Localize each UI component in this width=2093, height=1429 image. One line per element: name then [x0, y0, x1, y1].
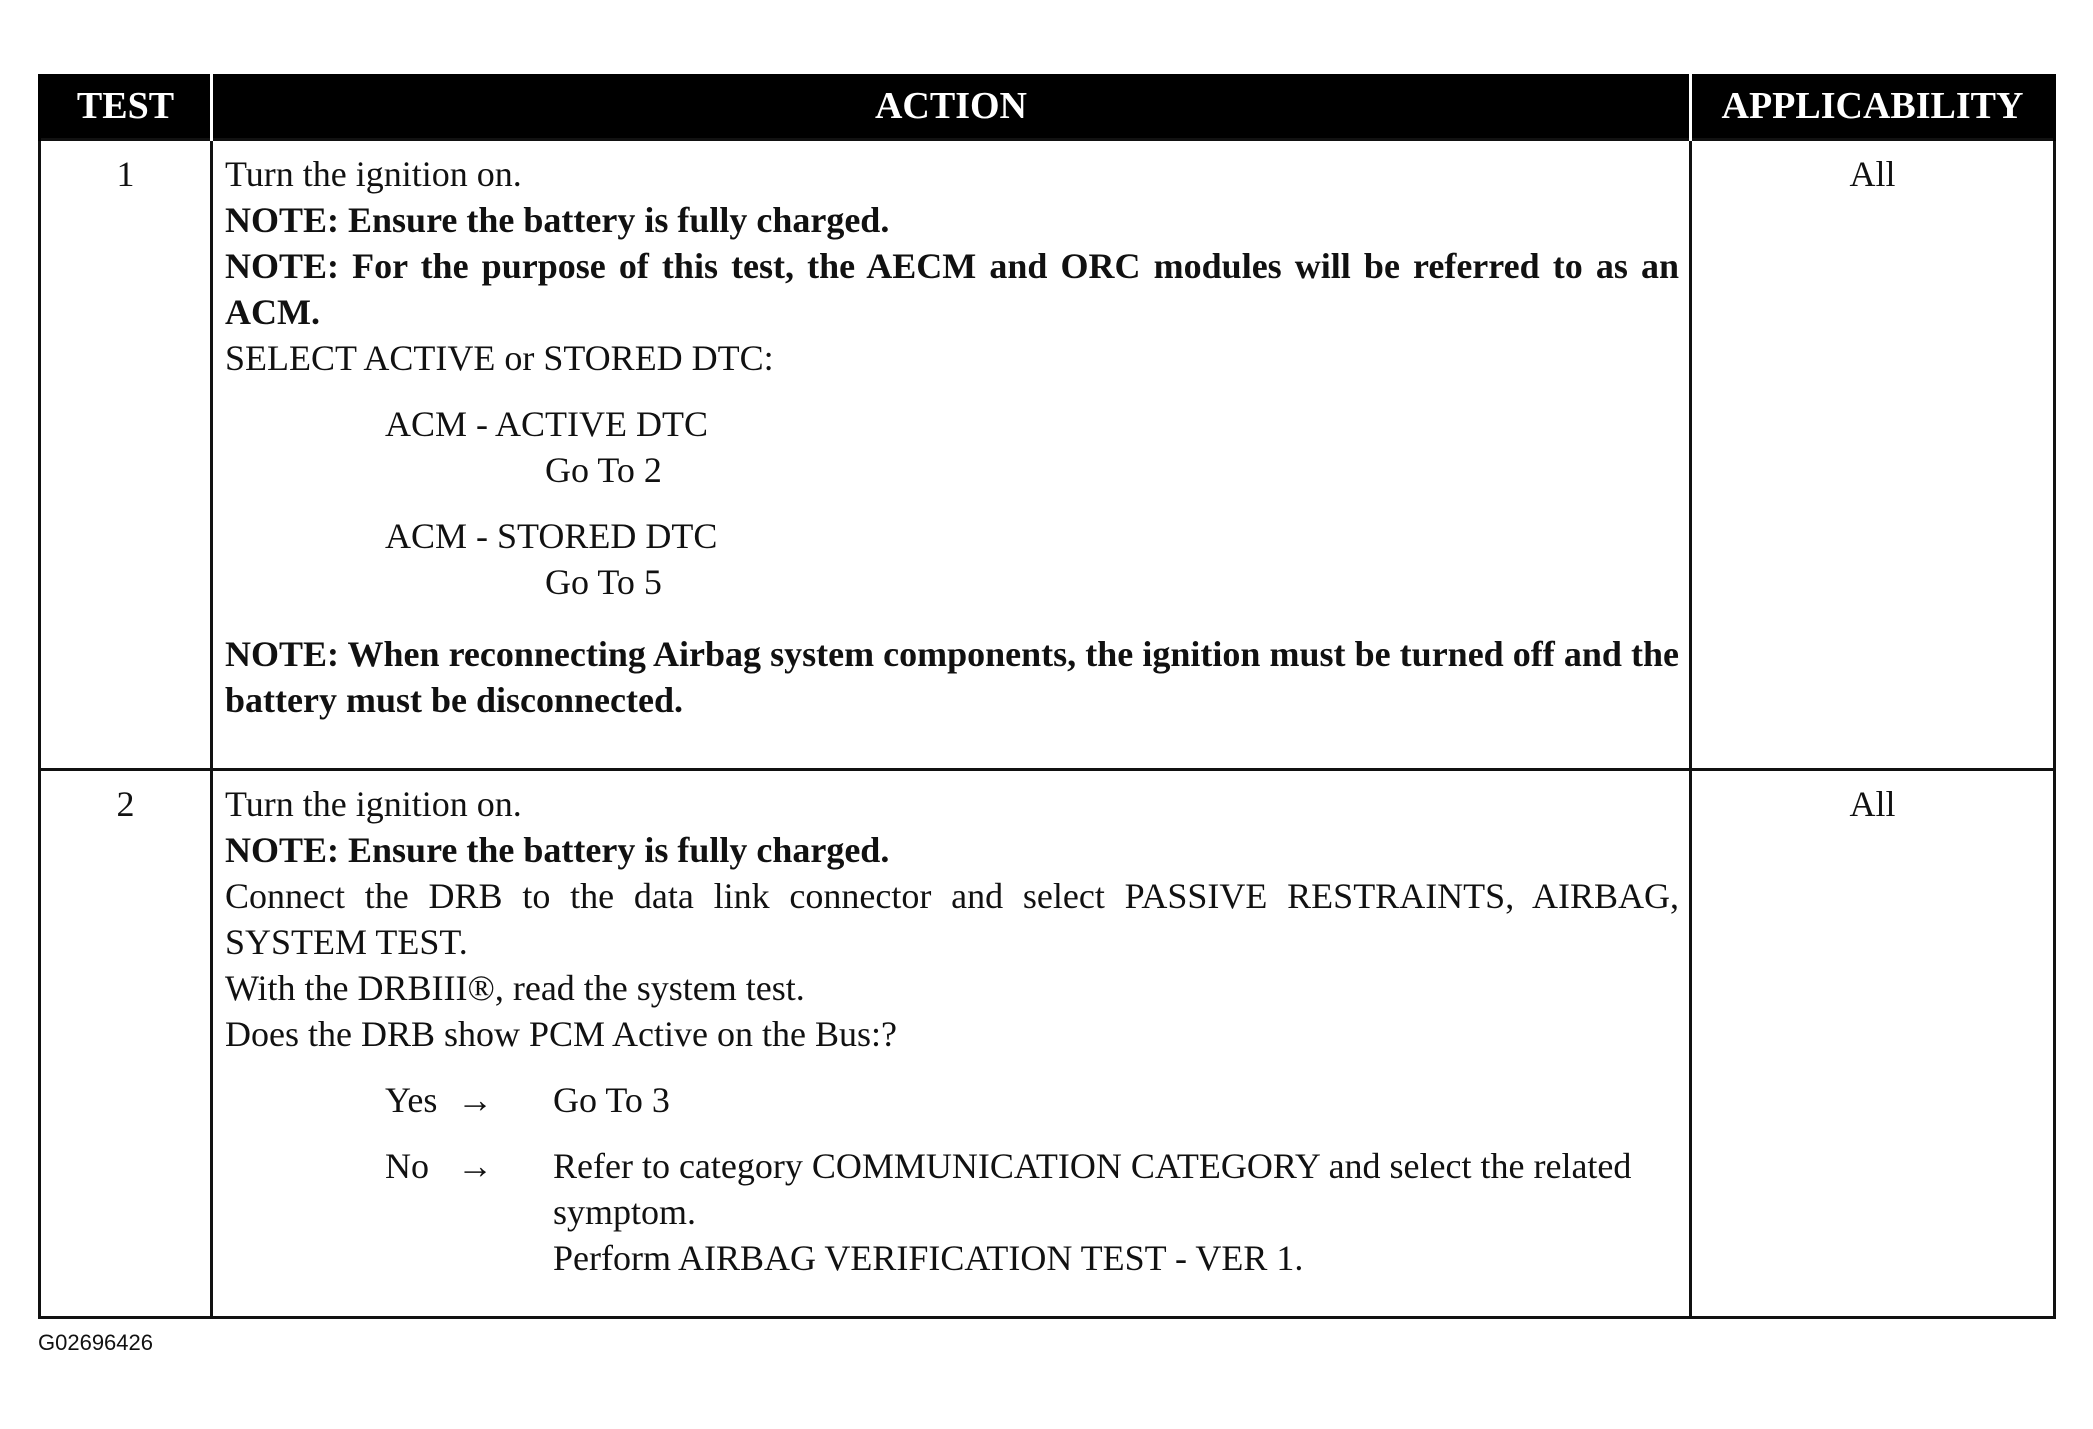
answer-no: No	[385, 1146, 429, 1186]
header-test: TEST	[40, 74, 212, 140]
diagnostic-test-table-container	[38, 74, 2053, 1319]
arrow-right-icon: →	[457, 1080, 493, 1120]
dtc-option	[385, 513, 1679, 605]
action-cell	[212, 770, 1691, 1318]
answer-yes: Yes	[385, 1080, 438, 1120]
dtc-option	[385, 401, 1679, 493]
goto-step: Go To 5	[545, 562, 662, 602]
header-action: ACTION	[212, 74, 1691, 140]
no-branch-text: Perform AIRBAG VERIFICATION TEST - VER 1.	[553, 1238, 1304, 1278]
goto-step: Go To 2	[545, 450, 662, 490]
goto-step: Go To 3	[553, 1080, 670, 1120]
action-note: NOTE: Ensure the battery is fully charged.	[225, 200, 890, 240]
test-number: 1	[40, 140, 212, 770]
action-note: NOTE: When reconnecting Airbag system components, the ignition must be turned off and the battery must be disconnected.	[225, 634, 1679, 720]
arrow-right-icon: →	[457, 1146, 493, 1186]
applicability-value: All	[1691, 770, 2055, 1318]
header-applicability: APPLICABILITY	[1691, 74, 2055, 140]
yes-branch	[385, 1077, 1679, 1123]
no-branch-text: Refer to category COMMUNICATION CATEGORY and select the related symptom.	[553, 1146, 1632, 1232]
action-instruction: Turn the ignition on.	[225, 784, 522, 824]
table-row-test-1	[40, 140, 2055, 770]
dtc-option-label: ACM - STORED DTC	[385, 516, 718, 556]
action-cell	[212, 140, 1691, 770]
table-header-row	[40, 74, 2055, 140]
test-number: 2	[40, 770, 212, 1318]
no-branch	[385, 1143, 1679, 1281]
diagnostic-test-table	[38, 74, 2056, 1319]
action-instruction: With the DRBIII®, read the system test.	[225, 968, 805, 1008]
figure-id: G02696426	[38, 1330, 153, 1355]
action-instruction: Turn the ignition on.	[225, 154, 522, 194]
action-note: NOTE: Ensure the battery is fully charged.	[225, 830, 890, 870]
applicability-value: All	[1691, 140, 2055, 770]
no-branch-instructions	[553, 1143, 1679, 1281]
action-note: NOTE: For the purpose of this test, the AECM and ORC modules will be referred to as an ACM.	[225, 246, 1679, 332]
dtc-option-label: ACM - ACTIVE DTC	[385, 404, 708, 444]
table-row-test-2	[40, 770, 2055, 1318]
action-instruction: SELECT ACTIVE or STORED DTC:	[225, 338, 774, 378]
action-instruction: Connect the DRB to the data link connector and select PASSIVE RESTRAINTS, AIRBAG, SYSTEM TEST.	[225, 876, 1679, 962]
action-question: Does the DRB show PCM Active on the Bus:?	[225, 1014, 897, 1054]
